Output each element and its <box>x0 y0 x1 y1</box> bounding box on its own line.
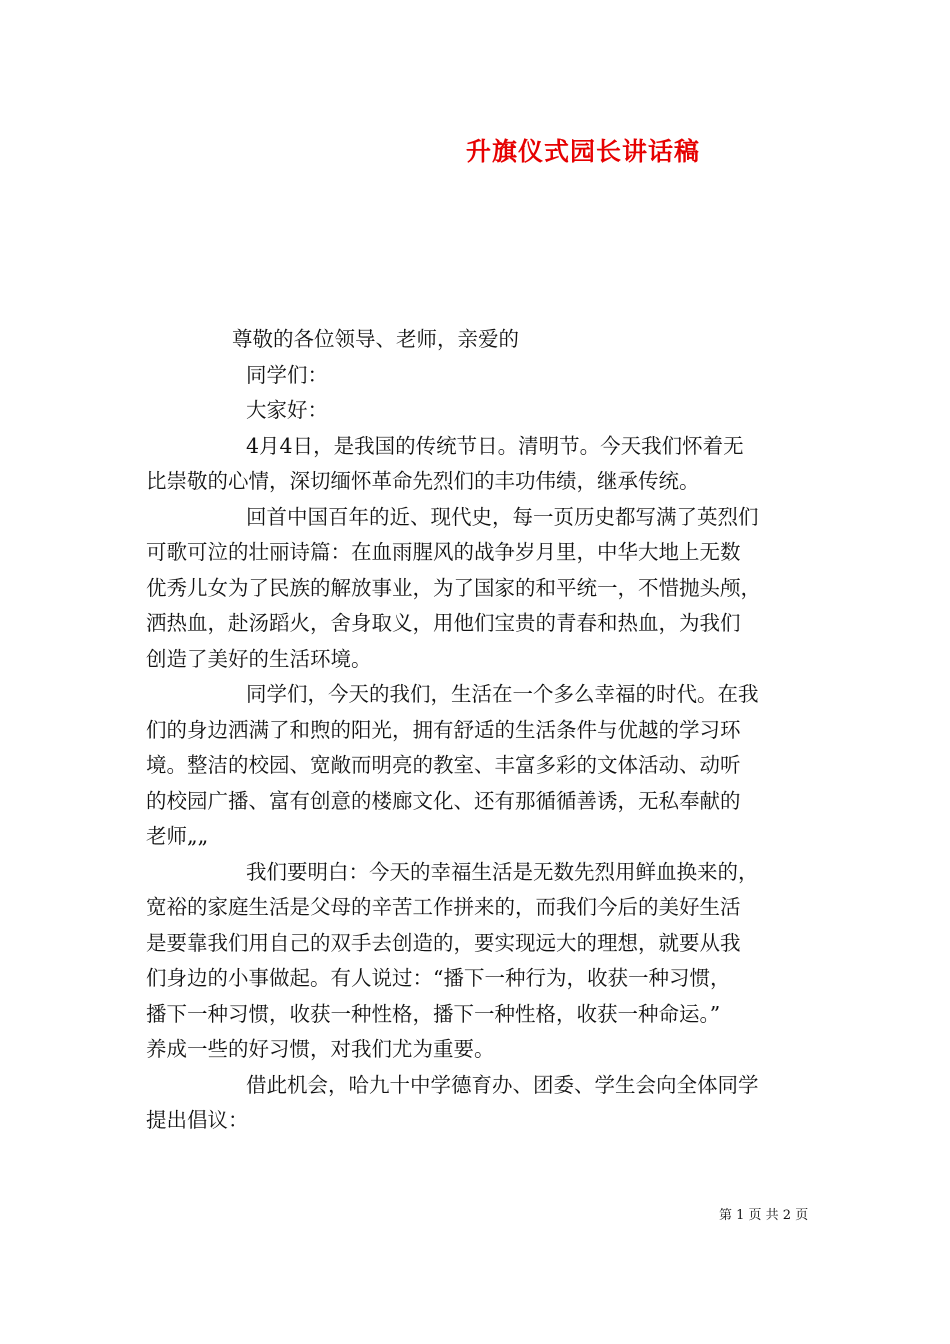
paragraph-2-line: 优秀儿女为了民族的解放事业，为了国家的和平统一，不惜抛头颅， <box>146 575 761 600</box>
paragraph-4-line: 播下一种习惯，收获一种性格，播下一种性格，收获一种命运。” <box>146 1001 721 1026</box>
paragraph-4-line: 们身边的小事做起。有人说过：“播下一种行为，收获一种习惯， <box>146 966 731 990</box>
paragraph-2-line: 可歌可泣的壮丽诗篇：在血雨腥风的战争岁月里，中华大地上无数 <box>146 540 741 564</box>
paragraph-5-line: 借此机会，哈九十中学德育办、团委、学生会向全体同学 <box>246 1072 759 1097</box>
paragraph-2-line: 回首中国百年的近、现代史，每一页历史都写满了英烈们 <box>246 504 759 529</box>
paragraph-5-line: 提出倡议： <box>146 1108 249 1132</box>
paragraph-3-line: 们的身边洒满了和煦的阳光，拥有舒适的生活条件与优越的学习环 <box>146 717 741 742</box>
paragraph-3-line: 同学们，今天的我们，生活在一个多么幸福的时代。在我 <box>246 682 759 706</box>
paragraph-1-line: 4月4日，是我国的传统节日。清明节。今天我们怀着无 <box>246 433 744 458</box>
salutation-line: 尊敬的各位领导、老师，亲爱的 <box>232 327 519 351</box>
paragraph-4-line: 宽裕的家庭生活是父母的辛苦工作拼来的，而我们今后的美好生活 <box>146 895 741 919</box>
salutation-line: 同学们： <box>246 362 328 387</box>
page-number: 第 1 页 共 2 页 <box>719 1208 809 1223</box>
paragraph-4-line: 养成一些的好习惯，对我们尤为重要。 <box>146 1037 495 1061</box>
document-title: 升旗仪式园长讲话稿 <box>465 137 700 166</box>
greeting-line: 大家好： <box>246 398 328 422</box>
paragraph-3-line: 老师„„ <box>146 824 209 848</box>
paragraph-1-line: 比崇敬的心情，深切缅怀革命先烈们的丰功伟绩，继承传统。 <box>146 469 700 493</box>
paragraph-4-line: 是要靠我们用自己的双手去创造的，要实现远大的理想，就要从我 <box>146 930 741 955</box>
document-body <box>146 322 810 1139</box>
paragraph-2-line: 创造了美好的生活环境。 <box>146 646 372 671</box>
paragraph-3-line: 境。整洁的校园、宽敞而明亮的教室、丰富多彩的文体活动、动听 <box>146 753 741 777</box>
paragraph-3-line: 的校园广播、富有创意的楼廊文化、还有那循循善诱，无私奉献的 <box>146 788 741 813</box>
paragraph-4-line: 我们要明白：今天的幸福生活是无数先烈用鲜血换来的， <box>246 859 759 884</box>
paragraph-2-line: 洒热血，赴汤蹈火，舍身取义，用他们宝贵的青春和热血，为我们 <box>146 611 741 635</box>
